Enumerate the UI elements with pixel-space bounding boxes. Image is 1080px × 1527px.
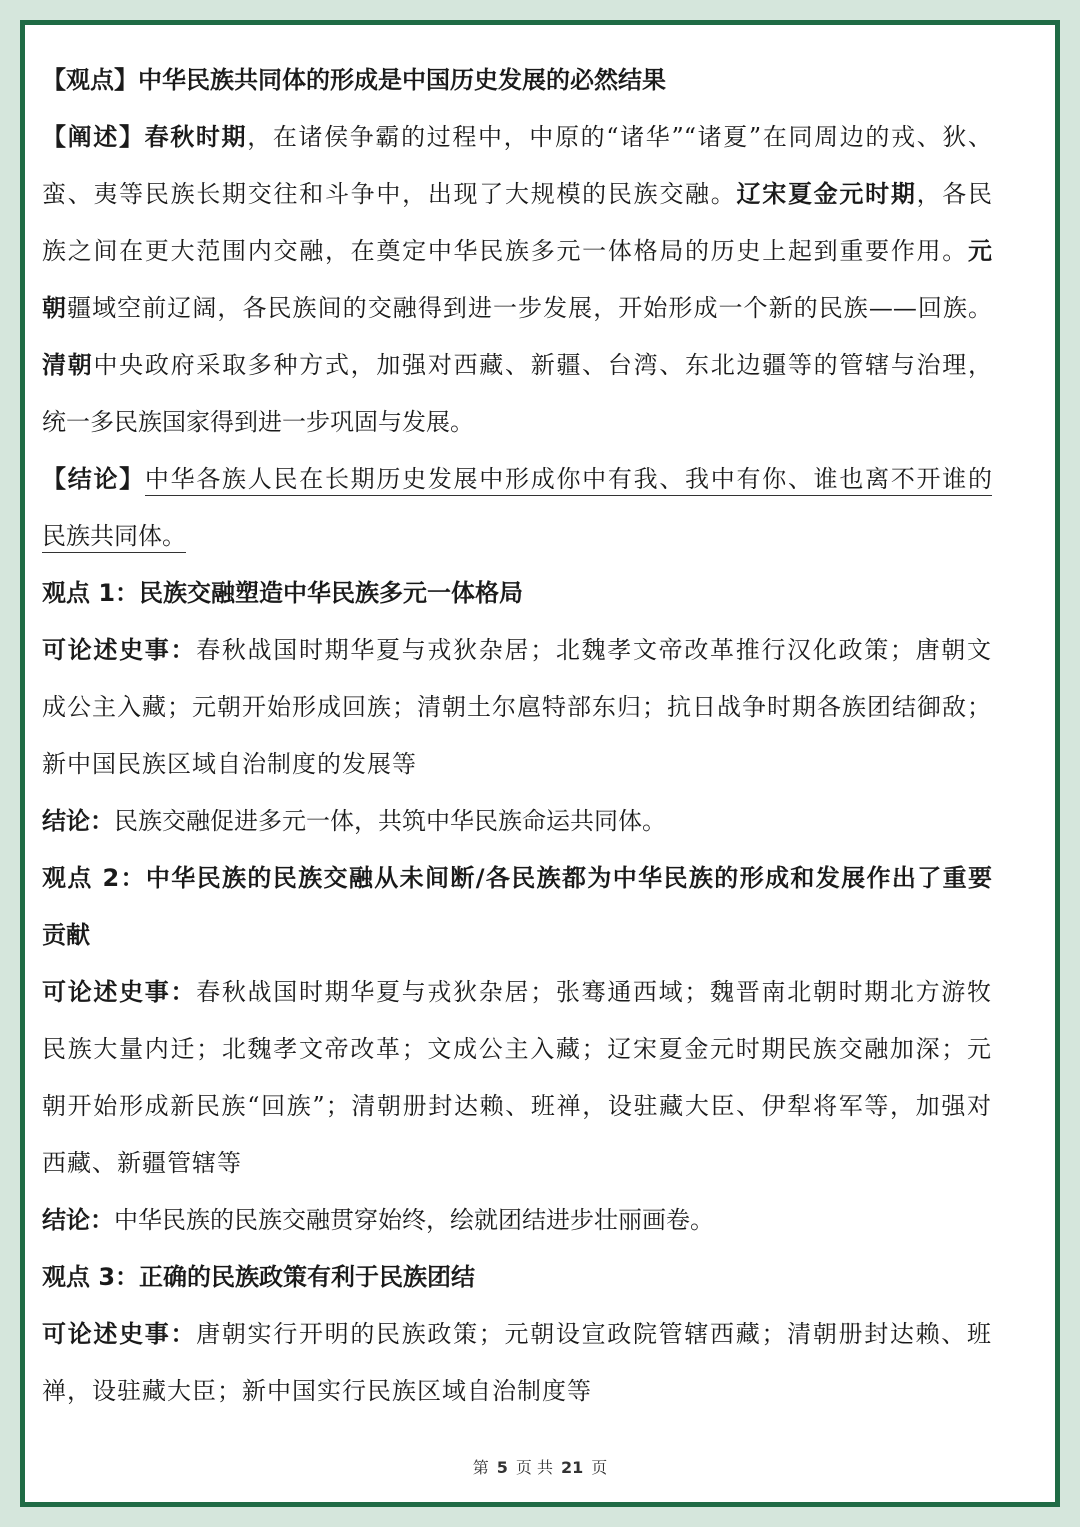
elaboration-line-4: 朝疆域空前辽阔，各民族间的交融得到进一步发展，开始形成一个新的民族——回族。 <box>42 294 992 322</box>
viewpoint-label: 【观点】 <box>42 66 138 94</box>
point1-facts-line-1: 可论述史事：春秋战国时期华夏与戎狄杂居；北魏孝文帝改革推行汉化政策；唐朝文 <box>42 636 992 664</box>
page-total: 21 <box>560 1458 584 1477</box>
point1-facts-line-3: 新中国民族区域自治制度的发展等 <box>42 750 417 778</box>
point1-title: 观点 1：民族交融塑造中华民族多元一体格局 <box>42 579 524 607</box>
conclusion-line-2: 民族共同体。 <box>42 508 992 565</box>
elaboration-line-5: 清朝中央政府采取多种方式，加强对西藏、新疆、台湾、东北边疆等的管辖与治理， <box>42 351 992 379</box>
point2-facts-line-3: 朝开始形成新民族“回族”；清朝册封达赖、班禅，设驻藏大臣、伊犁将军等，加强对 <box>42 1092 992 1120</box>
elaboration-line-6: 统一多民族国家得到进一步巩固与发展。 <box>42 408 474 436</box>
point1-facts-line-2: 成公主入藏；元朝开始形成回族；清朝土尔扈特部东归；抗日战争时期各族团结御敌； <box>42 693 992 721</box>
point3-title: 观点 3：正确的民族政策有利于民族团结 <box>42 1263 476 1291</box>
conclusion-label: 结论： <box>42 1206 114 1234</box>
point3-facts-line-1: 可论述史事：唐朝实行开明的民族政策；元朝设宣政院管辖西藏；清朝册封达赖、班 <box>42 1320 992 1348</box>
elaboration-line-2: 蛮、夷等民族长期交往和斗争中，出现了大规模的民族交融。辽宋夏金元时期，各民 <box>42 180 992 208</box>
document-content <box>42 52 992 1420</box>
facts-label: 可论述史事： <box>42 1320 197 1348</box>
point2-facts-line-4: 西藏、新疆管辖等 <box>42 1149 242 1177</box>
elaboration-line-1: 【阐述】春秋时期，在诸侯争霸的过程中，中原的“诸华”“诸夏”在同周边的戎、狄、 <box>42 123 992 151</box>
page-number: 5 <box>496 1458 508 1477</box>
elaboration-label: 【阐述】 <box>42 123 145 151</box>
point2-title-line-2: 贡献 <box>42 921 90 949</box>
conclusion-label: 【结论】 <box>42 465 145 493</box>
point3-facts-line-2: 禅，设驻藏大臣；新中国实行民族区域自治制度等 <box>42 1377 592 1405</box>
conclusion-line-1: 【结论】中华各族人民在长期历史发展中形成你中有我、我中有你、谁也离不开谁的 <box>42 451 992 508</box>
point2-facts-line-2: 民族大量内迁；北魏孝文帝改革；文成公主入藏；辽宋夏金元时期民族交融加深；元 <box>42 1035 992 1063</box>
conclusion-label: 结论： <box>42 807 114 835</box>
elaboration-line-3: 族之间在更大范围内交融，在奠定中华民族多元一体格局的历史上起到重要作用。元 <box>42 237 992 265</box>
point1-conclusion: 结论：民族交融促进多元一体，共筑中华民族命运共同体。 <box>42 807 666 835</box>
point2-conclusion: 结论：中华民族的民族交融贯穿始终，绘就团结进步壮丽画卷。 <box>42 1206 714 1234</box>
viewpoint-heading <box>42 52 992 109</box>
facts-label: 可论述史事： <box>42 636 197 664</box>
facts-label: 可论述史事： <box>42 978 197 1006</box>
viewpoint-text: 中华民族共同体的形成是中国历史发展的必然结果 <box>138 66 666 94</box>
page-footer: 第 5 页 共 21 页 <box>472 1458 608 1477</box>
point2-title-line-1: 观点 2：中华民族的民族交融从未间断/各民族都为中华民族的形成和发展作出了重要 <box>42 864 992 892</box>
point2-facts-line-1: 可论述史事：春秋战国时期华夏与戎狄杂居；张骞通西域；魏晋南北朝时期北方游牧 <box>42 978 992 1006</box>
